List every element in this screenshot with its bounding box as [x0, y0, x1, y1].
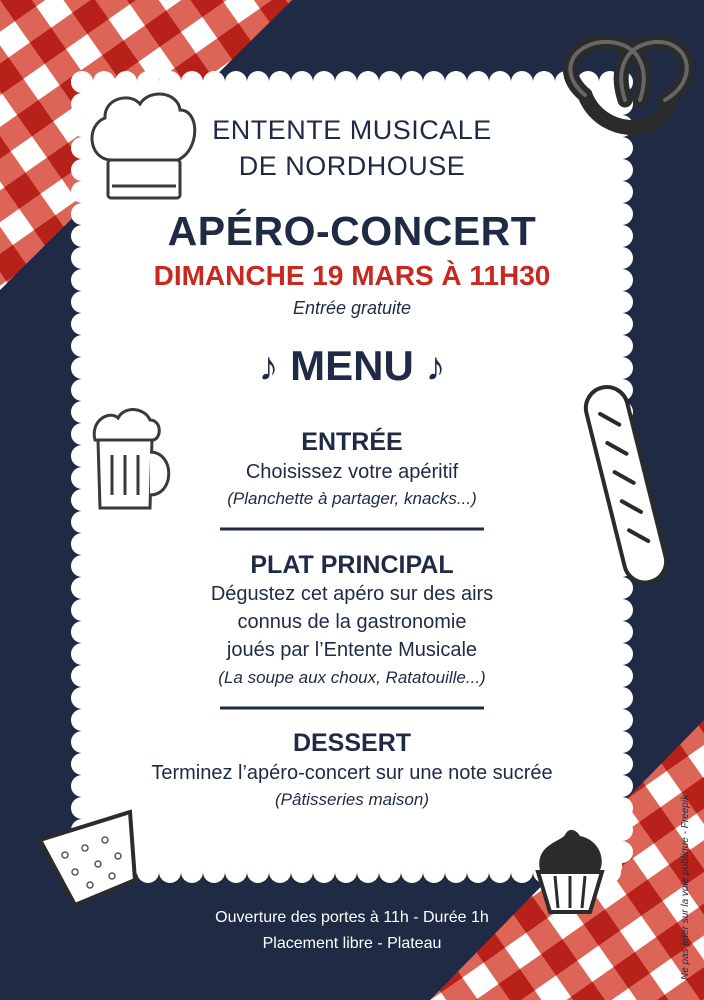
section-examples-plat: (La soupe aux choux, Ratatouille...) — [218, 668, 486, 687]
section-text-line: Dégustez cet apéro sur des airs — [210, 583, 494, 605]
section-text-line: connus de la gastronomie — [237, 611, 467, 633]
section-heading-entree: ENTRÉE — [301, 428, 403, 456]
event-title: APÉRO-CONCERT — [167, 208, 537, 254]
practical-info-line-2: Placement libre - Plateau — [262, 935, 442, 952]
menu-title: MENU — [290, 342, 414, 389]
music-note-icon: ♪ — [425, 345, 446, 389]
section-examples-entree: (Planchette à partager, knacks...) — [227, 489, 477, 508]
section-heading-dessert: DESSERT — [292, 729, 412, 757]
legal-credit: Ne pas jeter sur la voie publique - Freepik — [680, 794, 691, 980]
section-text-dessert: Terminez l’apéro-concert sur une note sucrée — [151, 762, 553, 784]
organizer-line-1: ENTENTE MUSICALE — [212, 115, 492, 145]
event-date: DIMANCHE 19 MARS À 11H30 — [153, 260, 551, 291]
section-heading-plat: PLAT PRINCIPAL — [250, 551, 454, 579]
section-text-line: joués par l’Entente Musicale — [226, 639, 478, 661]
practical-info-line-1: Ouverture des portes à 11h - Durée 1h — [215, 909, 489, 926]
section-text-entree: Choisissez votre apéritif — [245, 461, 459, 483]
organizer-line-2: DE NORDHOUSE — [238, 151, 466, 181]
section-examples-dessert: (Pâtisseries maison) — [275, 790, 429, 809]
entry-info: Entrée gratuite — [292, 298, 412, 318]
practical-info — [0, 905, 704, 957]
music-note-icon: ♪ — [258, 345, 279, 389]
